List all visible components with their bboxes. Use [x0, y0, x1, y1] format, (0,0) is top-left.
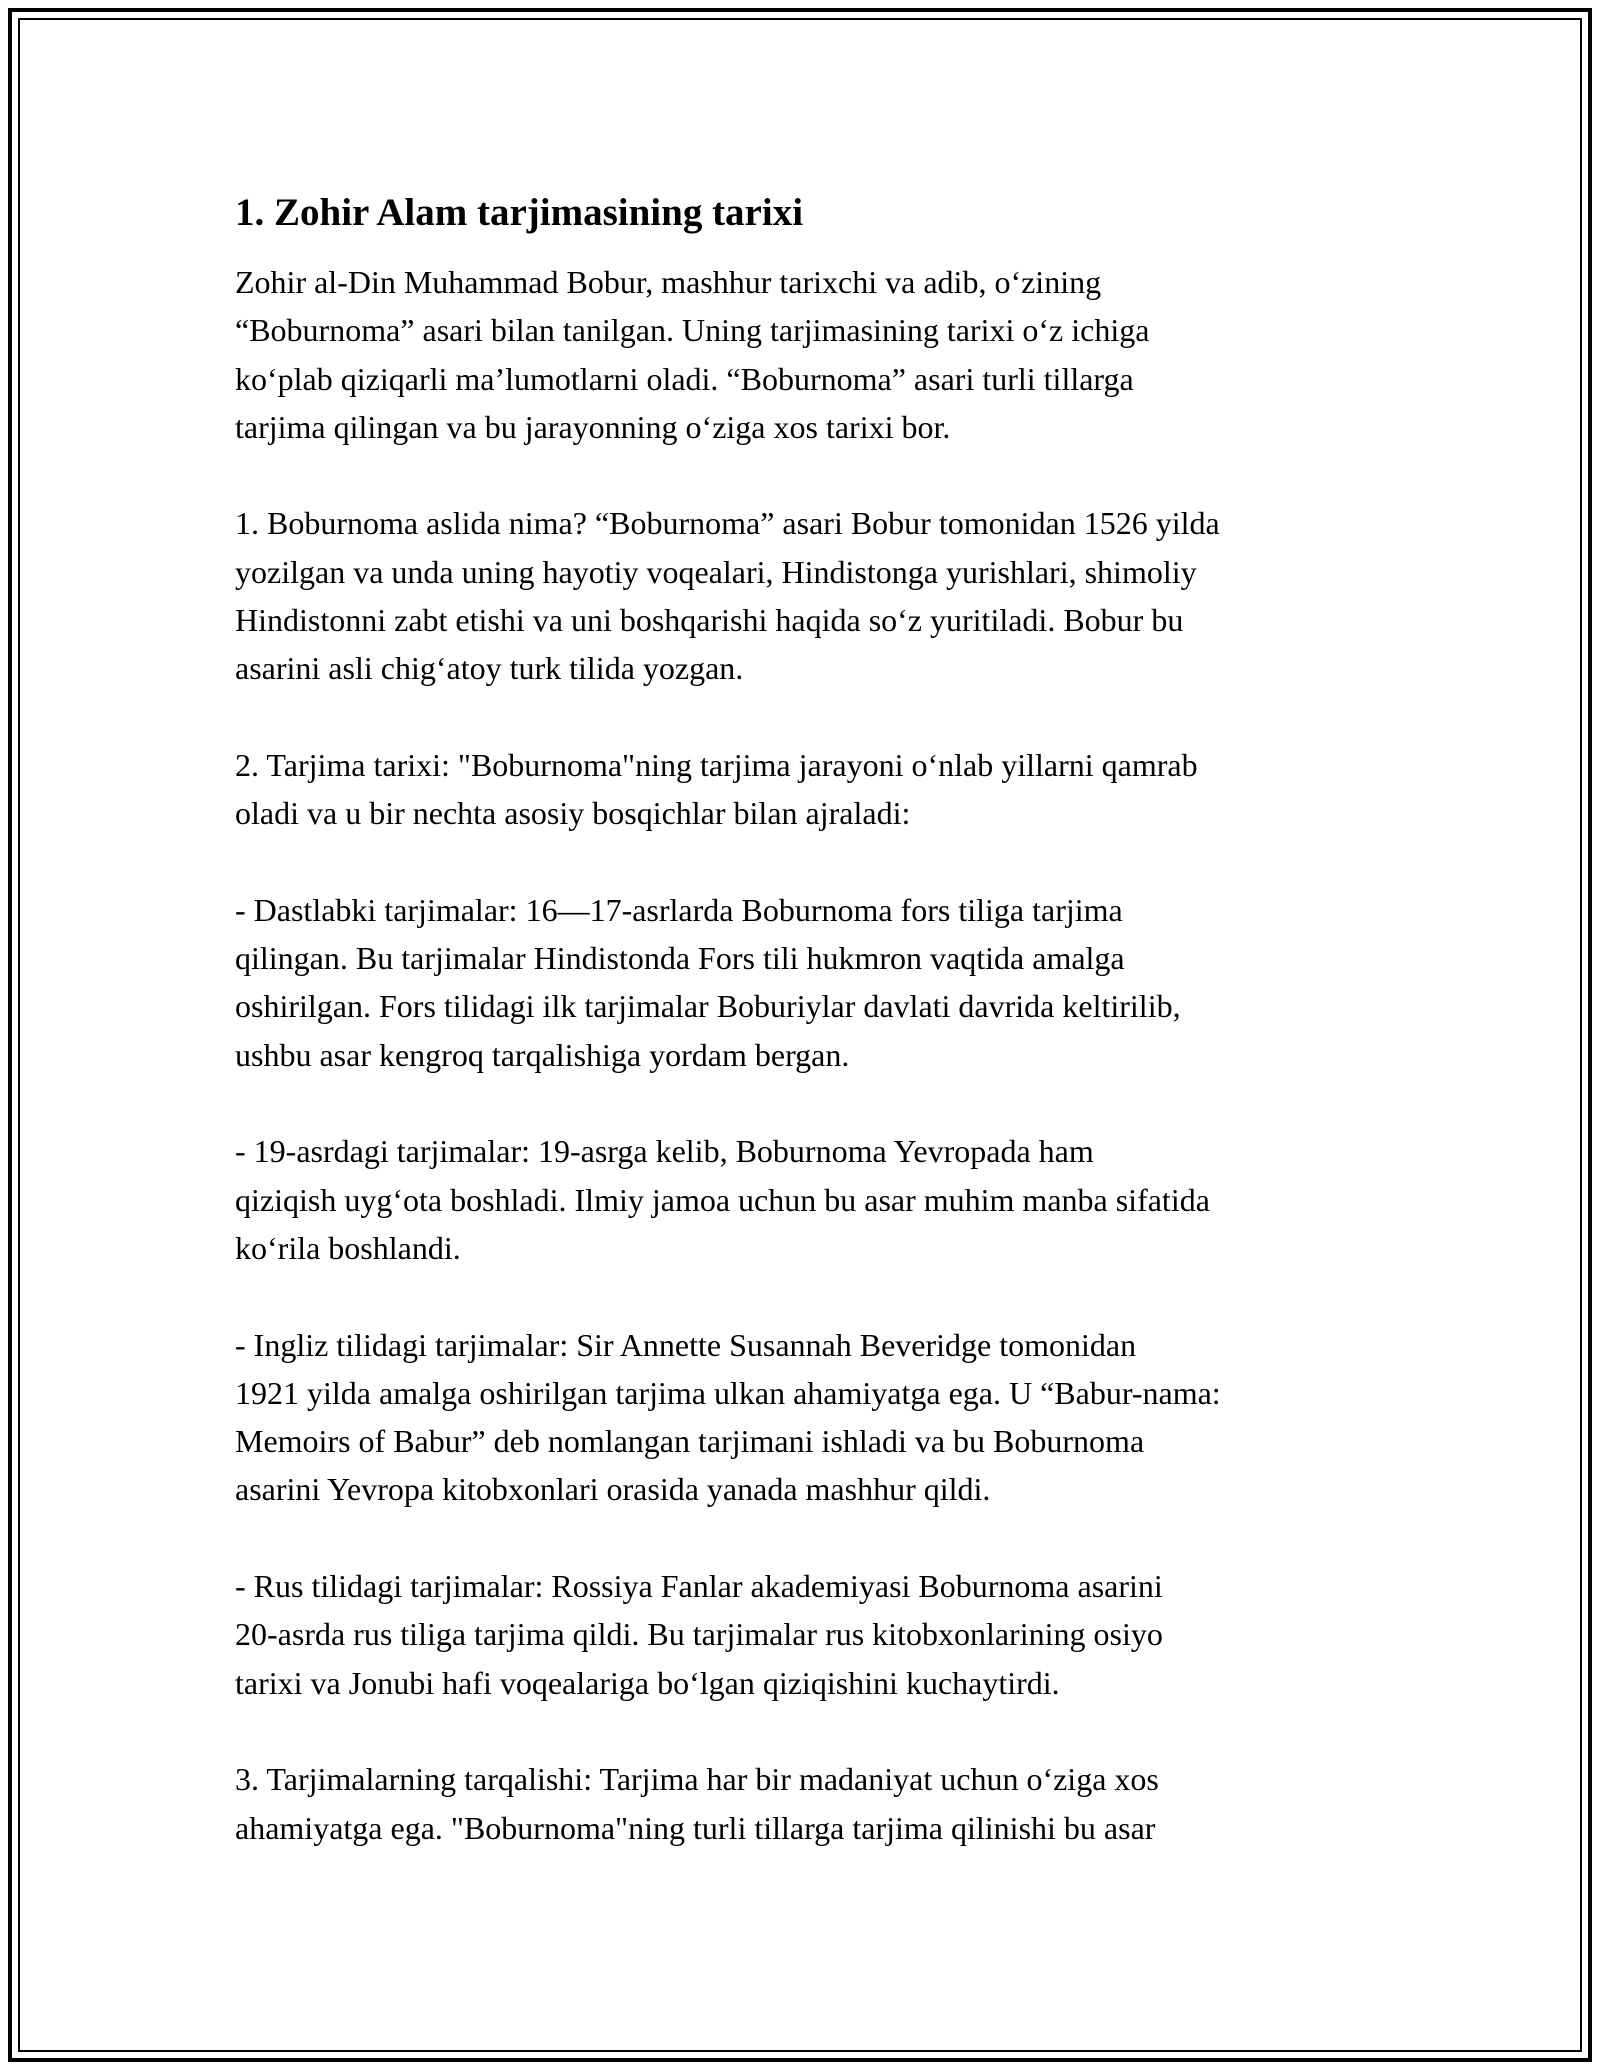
- paragraph-intro: Zohir al-Din Muhammad Bobur, mashhur tarixchi va adib, o‘zining “Boburnoma” asari bilan tanilgan. Uning tarjimasining tarixi o‘z ichiga ko‘plab qiziqarli ma’lumotlarni oladi. “Boburnoma” asari turli tillarga tarjima qilingan va bu jarayonning o‘ziga xos tarixi bor.: [235, 264, 1150, 445]
- document-title: 1. Zohir Alam tarjimasining tarixi: [235, 191, 804, 234]
- paragraph-spread: 3. Tarjimalarning tarqalishi: Tarjima har bir madaniyat uchun o‘ziga xos ahamiyatga ega. "Boburnoma"ning turli tillarga tarjima qilinishi bu asar: [235, 1761, 1159, 1846]
- paragraph-translation-history: 2. Tarjima tarixi: "Boburnoma"ning tarjima jarayoni o‘nlab yillarni qamrab oladi va u bir nechta asosiy bosqichlar bilan ajraladi:: [235, 746, 1198, 832]
- paragraph-boburnoma: 1. Boburnoma aslida nima? “Boburnoma” asari Bobur tomonidan 1526 yilda yozilgan va unda uning hayotiy voqealari, Hindistonga yurishlari, shimoliy Hindistonni zabt etishi va uni boshqarishi haqida so‘z yuritiladi. Bobur bu asarini asli chig‘atoy turk tilida yozgan.: [235, 505, 1220, 687]
- list-item-early-translations: - Dastlabki tarjimalar: 16—17-asrlarda Boburnoma fors tiliga tarjima qilingan. Bu tarjimalar Hindistonda Fors tili hukmron vaqtida amalga oshirilgan. Fors tilidagi ilk tarjimalar Boburiylar davlati davrida keltirilib, ushbu asar kengroq tarqalishiga yordam bergan.: [235, 891, 1181, 1073]
- document-body: [235, 186, 1375, 1852]
- list-item-russian-translations: - Rus tilidagi tarjimalar: Rossiya Fanlar akademiyasi Boburnoma asarini 20-asrda rus tiliga tarjima qildi. Bu tarjimalar rus kitobxonlarining osiyo tarixi va Jonubi hafi voqealariga bo‘lgan qiziqishini kuchaytirdi.: [235, 1568, 1163, 1701]
- list-item-19th-century: - 19-asrdagi tarjimalar: 19-asrga kelib, Boburnoma Yevropada ham qiziqish uyg‘ota boshladi. Ilmiy jamoa uchun bu asar muhim manba sifatida ko‘rila boshlandi.: [235, 1133, 1210, 1266]
- list-item-english-translations: - Ingliz tilidagi tarjimalar: Sir Annette Susannah Beveridge tomonidan 1921 yilda amalga oshirilgan tarjima ulkan ahamiyatga ega. U “Babur-nama: Memoirs of Babur” deb nomlangan tarjimani ishladi va bu Boburnoma asarini Yevropa kitobxonlari orasida yanada mashhur qildi.: [235, 1326, 1221, 1508]
